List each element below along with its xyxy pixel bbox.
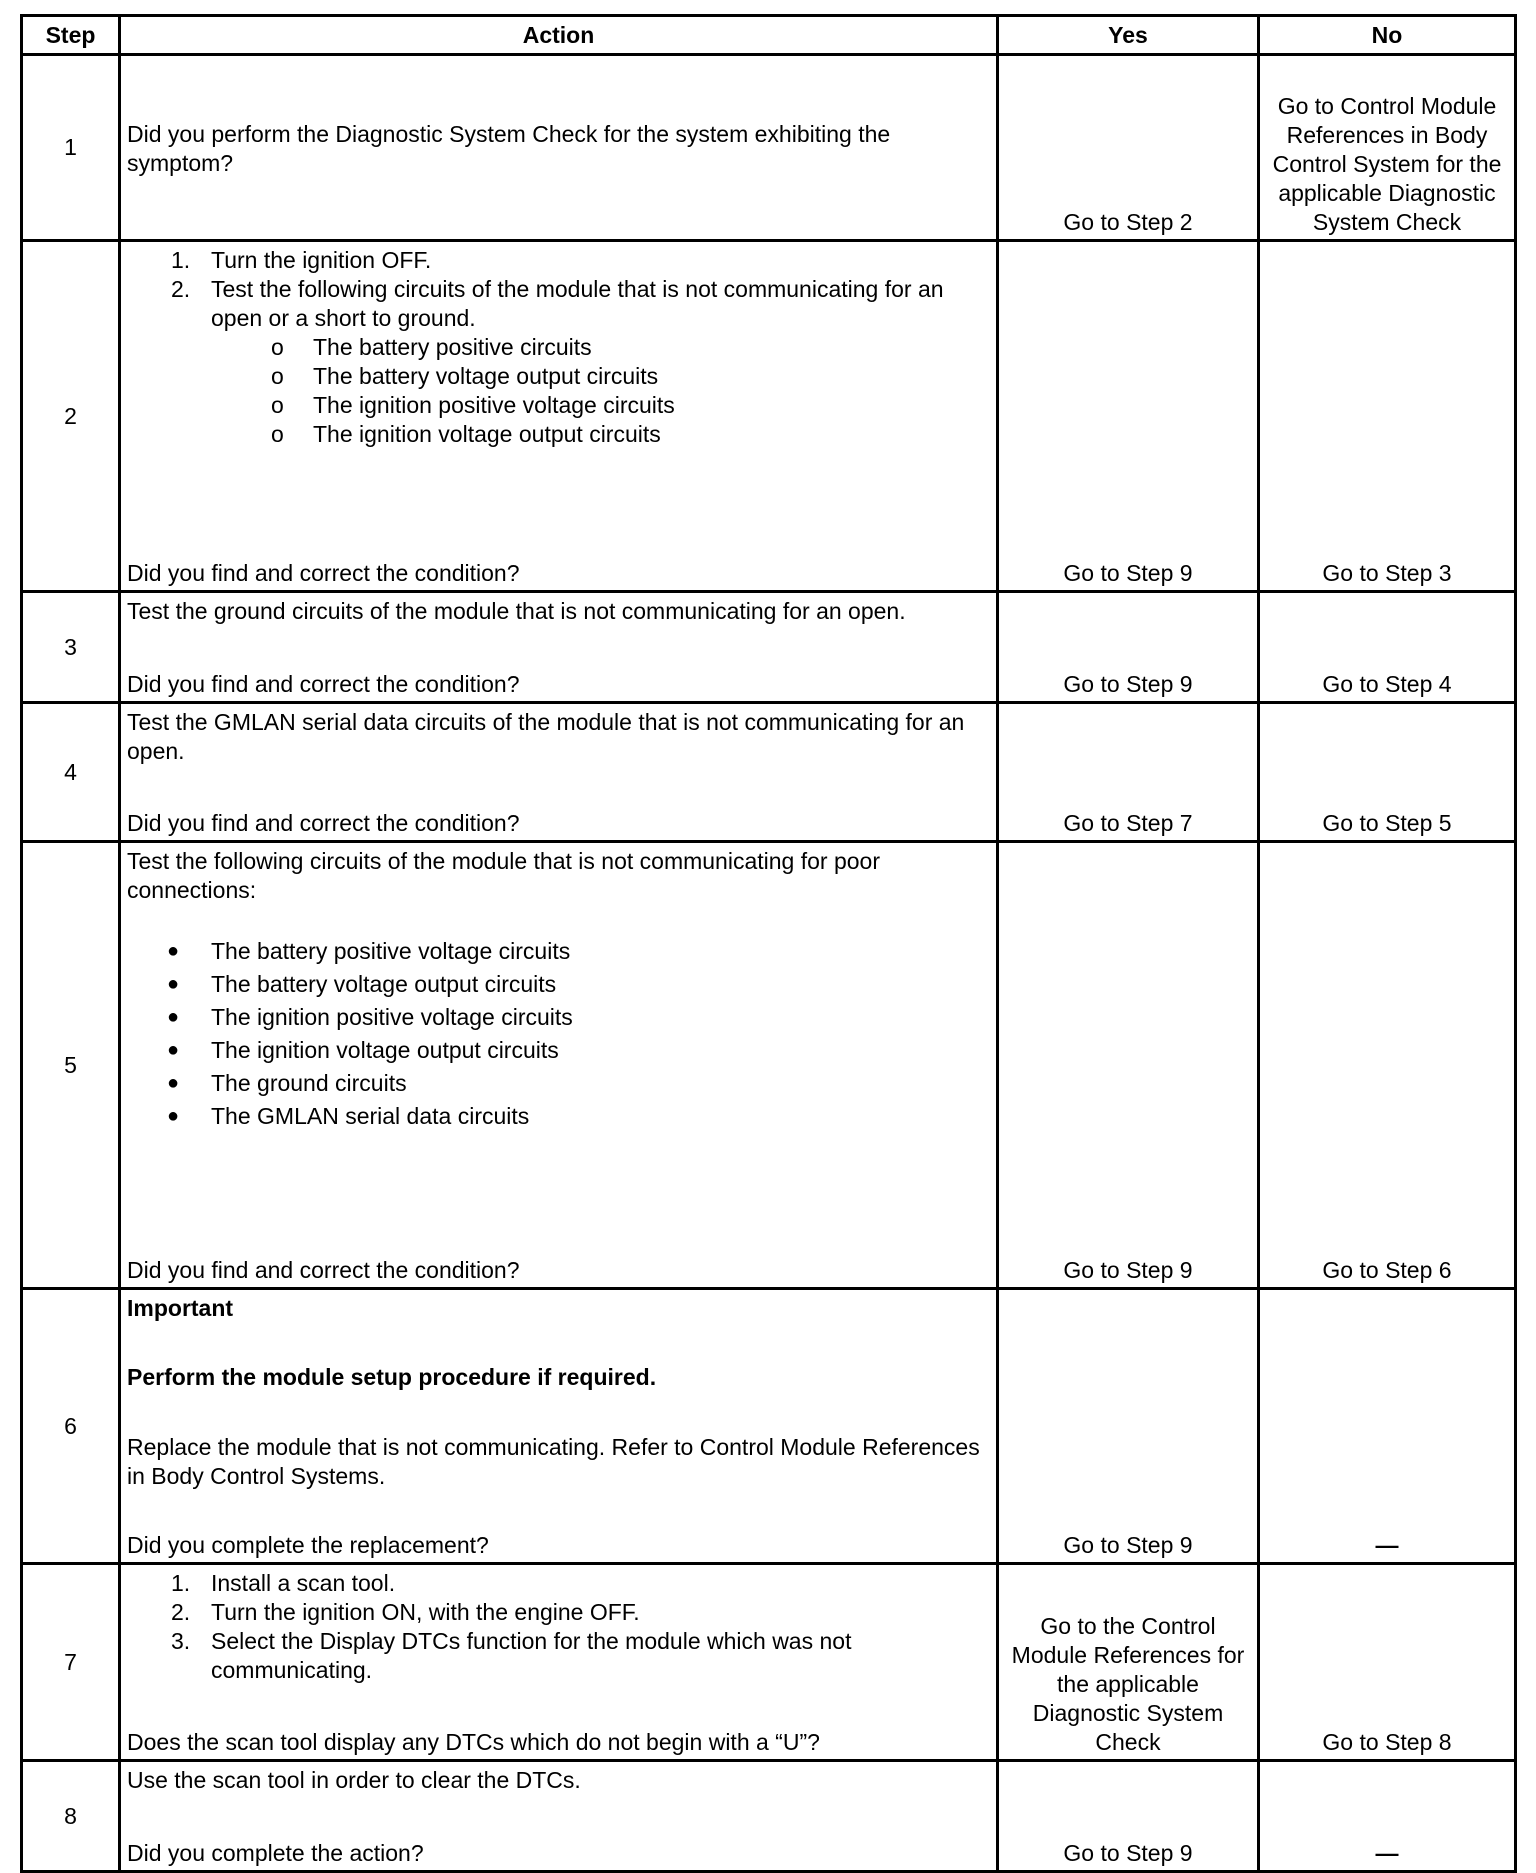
header-no: No [1259, 16, 1516, 55]
list-item: ● The battery voltage output circuits [167, 971, 557, 997]
action-cell [120, 1289, 998, 1564]
step-number: 4 [22, 703, 120, 842]
step-number: 7 [22, 1564, 120, 1761]
header-action: Action [120, 16, 998, 55]
list-item: 1. Install a scan tool. [171, 1570, 396, 1596]
no-cell: Go to Step 8 [1259, 1564, 1516, 1761]
table-row-step-5 [22, 842, 1516, 1289]
yes-cell: Go to Step 2 [998, 55, 1259, 241]
list-item: ● The ignition positive voltage circuits [167, 1004, 573, 1030]
list-item: ● The ground circuits [167, 1070, 407, 1096]
header-step: Step [22, 16, 120, 55]
instruction-text: Replace the module that is not communicating. Refer to Control Module References in Body Control Systems. [127, 1433, 980, 1489]
action-cell [120, 1761, 998, 1872]
question-text: Does the scan tool display any DTCs which do not begin with a “U”? [127, 1729, 820, 1755]
table-row-step-1 [22, 55, 1516, 241]
list-item: ● The battery positive voltage circuits [167, 938, 571, 964]
yes-cell: Go to Step 9 [998, 1289, 1259, 1564]
list-item: o The battery positive circuits [271, 334, 592, 360]
numbered-list [127, 1569, 990, 1685]
question-text: Did you find and correct the condition? [127, 1257, 520, 1283]
action-cell [120, 55, 998, 241]
yes-cell: Go to Step 7 [998, 703, 1259, 842]
instruction-text: Test the GMLAN serial data circuits of the module that is not communicating for an open. [127, 709, 965, 764]
no-cell: Go to Control Module References in Body Control System for the applicable Diagnostic System Check [1259, 55, 1516, 241]
step-number: 3 [22, 592, 120, 703]
question-text: Did you find and correct the condition? [127, 671, 520, 697]
list-item: o The ignition voltage output circuits [271, 421, 661, 447]
action-cell [120, 1564, 998, 1761]
action-cell [120, 241, 998, 592]
yes-cell: Go to Step 9 [998, 592, 1259, 703]
list-item: o The battery voltage output circuits [271, 363, 659, 389]
step-number: 1 [22, 55, 120, 241]
yes-cell: Go to Step 9 [998, 842, 1259, 1289]
numbered-list [127, 246, 990, 333]
table-row-step-2 [22, 241, 1516, 592]
table-row-step-3 [22, 592, 1516, 703]
header-yes: Yes [998, 16, 1259, 55]
list-item: o The ignition positive voltage circuits [271, 392, 675, 418]
yes-cell: Go to the Control Module References for the applicable Diagnostic System Check [998, 1564, 1259, 1761]
list-item: ● The GMLAN serial data circuits [167, 1103, 530, 1129]
yes-cell: Go to Step 9 [998, 241, 1259, 592]
bullet-list [127, 935, 990, 1133]
yes-cell: Go to Step 9 [998, 1761, 1259, 1872]
step-number: 6 [22, 1289, 120, 1564]
no-cell: Go to Step 3 [1259, 241, 1516, 592]
list-item: 3. Select the Display DTCs function for the module which was not communicating. [171, 1628, 852, 1683]
list-item: ● The ignition voltage output circuits [167, 1037, 559, 1063]
step-number: 2 [22, 241, 120, 592]
list-item: 2. Test the following circuits of the module that is not communicating for an open or a short to ground. [171, 276, 944, 331]
list-item: 1. Turn the ignition OFF. [171, 247, 432, 273]
important-note: Perform the module setup procedure if required. [127, 1364, 657, 1391]
diagnostic-table [20, 14, 1517, 1873]
action-cell [120, 842, 998, 1289]
step-number: 5 [22, 842, 120, 1289]
question-text: Did you complete the replacement? [127, 1531, 489, 1558]
no-cell: Go to Step 6 [1259, 842, 1516, 1289]
question-text: Did you complete the action? [127, 1840, 424, 1866]
step-number: 8 [22, 1761, 120, 1872]
question-text: Did you find and correct the condition? [127, 560, 520, 586]
table-row-step-6 [22, 1289, 1516, 1564]
question-text: Did you find and correct the condition? [127, 810, 520, 836]
instruction-text: Use the scan tool in order to clear the DTCs. [127, 1767, 581, 1793]
header-row [22, 16, 1516, 55]
action-cell [120, 703, 998, 842]
question-text: Did you perform the Diagnostic System Check for the system exhibiting the symptom? [127, 120, 891, 176]
list-item: 2. Turn the ignition ON, with the engine OFF. [171, 1599, 640, 1625]
no-cell: — [1259, 1761, 1516, 1872]
no-cell: — [1259, 1289, 1516, 1564]
no-cell: Go to Step 5 [1259, 703, 1516, 842]
table-row-step-8 [22, 1761, 1516, 1872]
important-heading: Important [127, 1295, 234, 1321]
sub-list [127, 333, 990, 449]
table-row-step-7 [22, 1564, 1516, 1761]
no-cell: Go to Step 4 [1259, 592, 1516, 703]
table-row-step-4 [22, 703, 1516, 842]
action-cell [120, 592, 998, 703]
instruction-text: Test the following circuits of the module that is not communicating for poor connections: [127, 848, 880, 903]
instruction-text: Test the ground circuits of the module that is not communicating for an open. [127, 598, 906, 624]
